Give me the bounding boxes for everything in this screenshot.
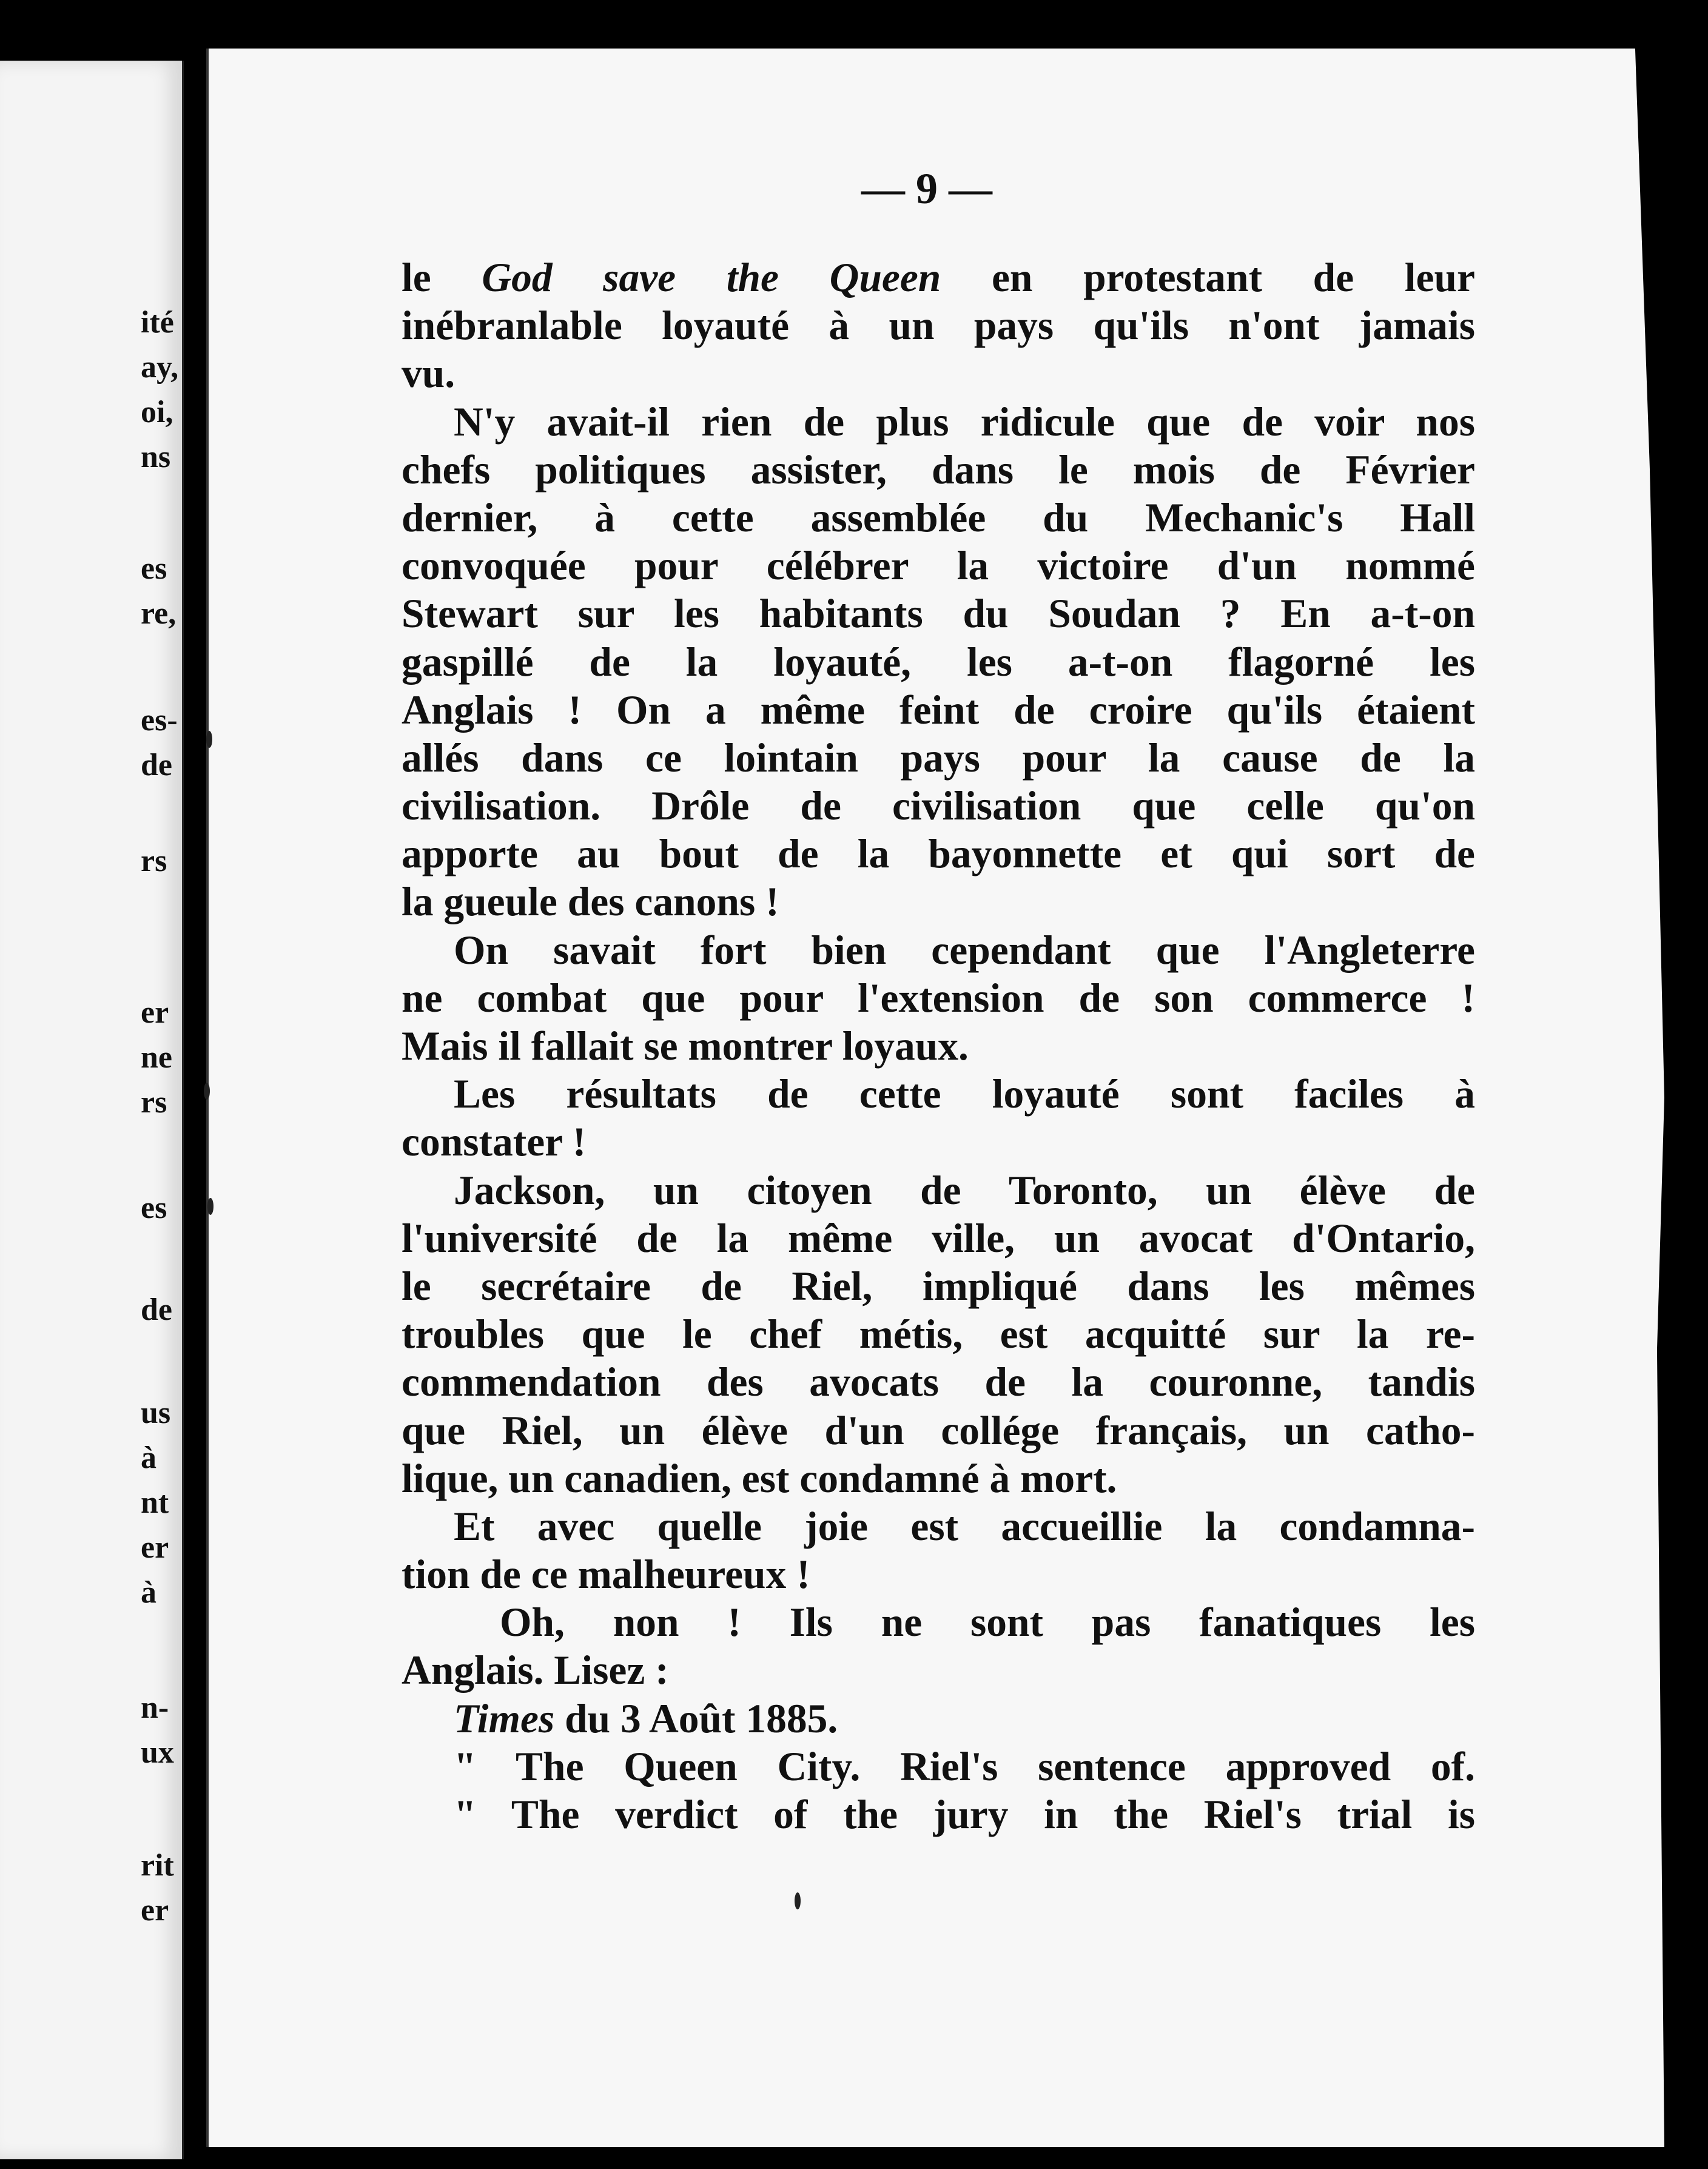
left-fragment: er [141, 1893, 169, 1928]
text-line: On savait fort bien cependant que l'Angleterre [454, 927, 1475, 973]
left-fragment: re, [141, 596, 177, 631]
text-line: chefs politiques assister, dans le mois de Février [402, 446, 1475, 493]
text-line: inébranlable loyauté à un pays qu'ils n'ont jamais [402, 303, 1475, 349]
text-line: dernier, à cette assemblée du Mechanic's Hall [402, 494, 1475, 540]
text-line: tion de ce malheureux ! [402, 1552, 810, 1598]
text-line: gaspillé de la loyauté, les a-t-on flagorné les [402, 639, 1475, 685]
text-line: constater ! [402, 1119, 587, 1165]
left-fragment: à [141, 1441, 156, 1475]
left-fragment: nt [141, 1485, 169, 1520]
text-line: convoquée pour célébrer la victoire d'un nommé [402, 543, 1475, 589]
ink-mark [795, 1892, 801, 1909]
left-fragment: es- [141, 703, 178, 738]
text-line: vu. [402, 351, 456, 397]
ink-mark [207, 1198, 214, 1215]
text-line: la gueule des canons ! [402, 879, 779, 925]
text-line: l'université de la même ville, un avocat d'Ontario, [402, 1215, 1475, 1261]
left-fragment: ay, [141, 350, 179, 385]
text-line: Et avec quelle joie est accueillie la condamna- [454, 1503, 1475, 1549]
text-line: le secrétaire de Riel, impliqué dans les mêmes [402, 1263, 1475, 1309]
left-fragment: es [141, 551, 167, 586]
text-line: apporte au bout de la bayonnette et qui sort de [402, 831, 1475, 877]
text-line: Jackson, un citoyen de Toronto, un élève de [454, 1167, 1475, 1213]
text-line: que Riel, un élève d'un collége français, un catho- [402, 1407, 1475, 1453]
ink-mark [206, 731, 212, 748]
left-fragment: rit [141, 1848, 174, 1883]
left-fragment: de [141, 748, 172, 782]
text-line: Anglais. Lisez : [402, 1647, 669, 1693]
text-line: troubles que le chef métis, est acquitté sur la re- [402, 1311, 1475, 1357]
text-line: civilisation. Drôle de civilisation que celle qu'on [402, 783, 1475, 829]
text-line: Oh, non ! Ils ne sont pas fanatiques les [500, 1599, 1475, 1646]
ink-mark [204, 1083, 210, 1100]
left-fragment: ns [141, 440, 171, 474]
text-line: commendation des avocats de la couronne, tandis [402, 1359, 1475, 1405]
left-fragment: er [141, 1530, 169, 1565]
body-text [402, 254, 1475, 1838]
left-fragment: n- [141, 1690, 169, 1725]
left-fragment: ux [141, 1735, 174, 1770]
left-fragment: ne [141, 1040, 172, 1075]
text-line: Les résultats de cette loyauté sont faciles à [454, 1071, 1475, 1117]
text-line: N'y avait-il rien de plus ridicule que de voir nos [454, 398, 1475, 445]
left-page-edge [0, 61, 184, 2159]
text-line: " The Queen City. Riel's sentence approved of. [454, 1743, 1475, 1789]
left-fragment: rs [141, 1085, 167, 1120]
left-fragment: es [141, 1191, 167, 1225]
page-number: — 9 — [861, 164, 992, 213]
left-fragment: rs [141, 844, 167, 878]
text-line: allés dans ce lointain pays pour la cause de la [402, 735, 1475, 781]
text-line: le God save the Queen en protestant de leur [402, 255, 1476, 300]
left-fragment: de [141, 1293, 172, 1327]
text-line: Anglais ! On a même feint de croire qu'ils étaient [402, 687, 1475, 733]
text-line: " The verdict of the jury in the Riel's trial is [454, 1792, 1475, 1837]
text-line: lique, un canadien, est condamné à mort. [402, 1455, 1117, 1501]
text-line: Mais il fallait se montrer loyaux. [402, 1023, 969, 1069]
text-line: Times du 3 Août 1885. [454, 1695, 838, 1741]
text-line: Stewart sur les habitants du Soudan ? En a-t-on [402, 591, 1475, 637]
left-fragment: oi, [141, 395, 173, 429]
left-fragment: ité [141, 305, 174, 340]
left-fragment: à [141, 1575, 156, 1610]
text-line: ne combat que pour l'extension de son commerce ! [402, 975, 1475, 1021]
left-fragment: er [141, 995, 169, 1030]
left-fragment: us [141, 1396, 171, 1430]
